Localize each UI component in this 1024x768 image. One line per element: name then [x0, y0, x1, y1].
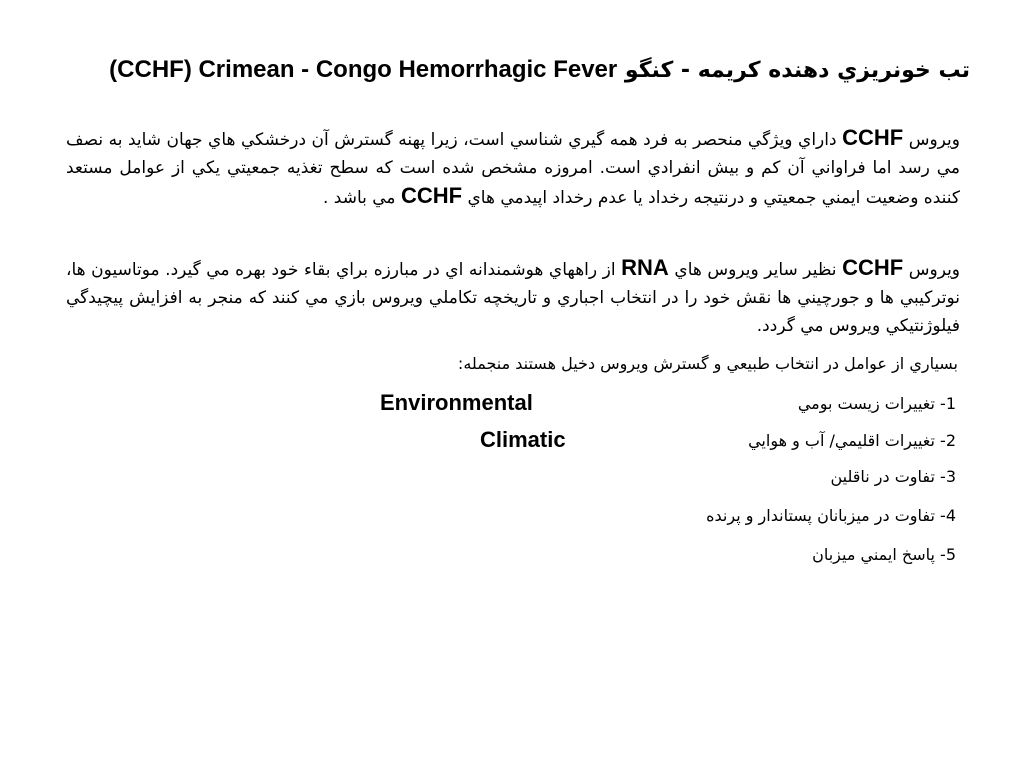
- slide-title: [70, 56, 970, 84]
- factor-item: 4- تفاوت در ميزبانان پستاندار و پرنده: [706, 506, 956, 525]
- factors-intro: بسياري از عوامل در انتخاب طبيعي و گسترش ويروس دخيل هستند منجمله:: [457, 354, 958, 373]
- factor-english-label: Environmental: [380, 390, 533, 415]
- para1-lead: ويروس: [908, 130, 960, 150]
- para2-body: از راههاي هوشمندانه اي در مبارزه براي بقاء خود بهره مي گيرد. موتاسيون ها، نوتركيبي ها و جورچيني ها نقش خود را در انتخاب اجباري و تاريخچه تكاملي ويروس بازي مي كنند كه منجر به افزايش پيچيدگي فيلوژنتيكي ويروس مي گردد.: [66, 260, 960, 336]
- para2-rna: RNA: [621, 255, 669, 280]
- para1-tail: مي باشد .: [322, 188, 396, 208]
- factor-item: 3- تفاوت در ناقلين: [830, 467, 956, 486]
- para2-mid: نظير ساير ويروس هاي: [674, 260, 837, 280]
- title-latin: CCHF) Crimean - Congo Hemorrhagic Fever): [109, 56, 618, 83]
- para2-lead: ويروس: [908, 260, 961, 280]
- para2-acronym: CCHF: [842, 255, 904, 280]
- factor-item: 1- تغييرات زيست بومي: [797, 394, 956, 413]
- paragraph-cchf-epidemiology: [66, 124, 960, 212]
- paragraph-cchf-virology: [66, 254, 960, 340]
- para1-body: داراي ويژگي منحصر به فرد همه گيري شناسي است، زيرا پهنه گسترش آن درخشكي هاي جهان شايد به نصف مي رسد اما فراواني آن كم و بيش انفرادي است. امروزه مشخص شده است كه سطح تغذيه جمعيتي يكي از عوامل مستعد كننده وضعيت ايمني جمعيتي و درنتيجه رخداد يا عدم رخداد اپيدمي هاي: [66, 130, 960, 208]
- para1-acronym-a: CCHF: [842, 125, 904, 150]
- factor-item: 5- پاسخ ايمني ميزبان: [812, 545, 956, 564]
- factor-english-label: Climatic: [480, 427, 566, 452]
- para1-acronym-b: CCHF: [400, 183, 463, 208]
- factor-item: 2- تغييرات اقليمي/ آب و هوايي: [748, 431, 956, 450]
- title-persian: تب خونريزي دهنده كريمه - كنگو: [624, 58, 970, 83]
